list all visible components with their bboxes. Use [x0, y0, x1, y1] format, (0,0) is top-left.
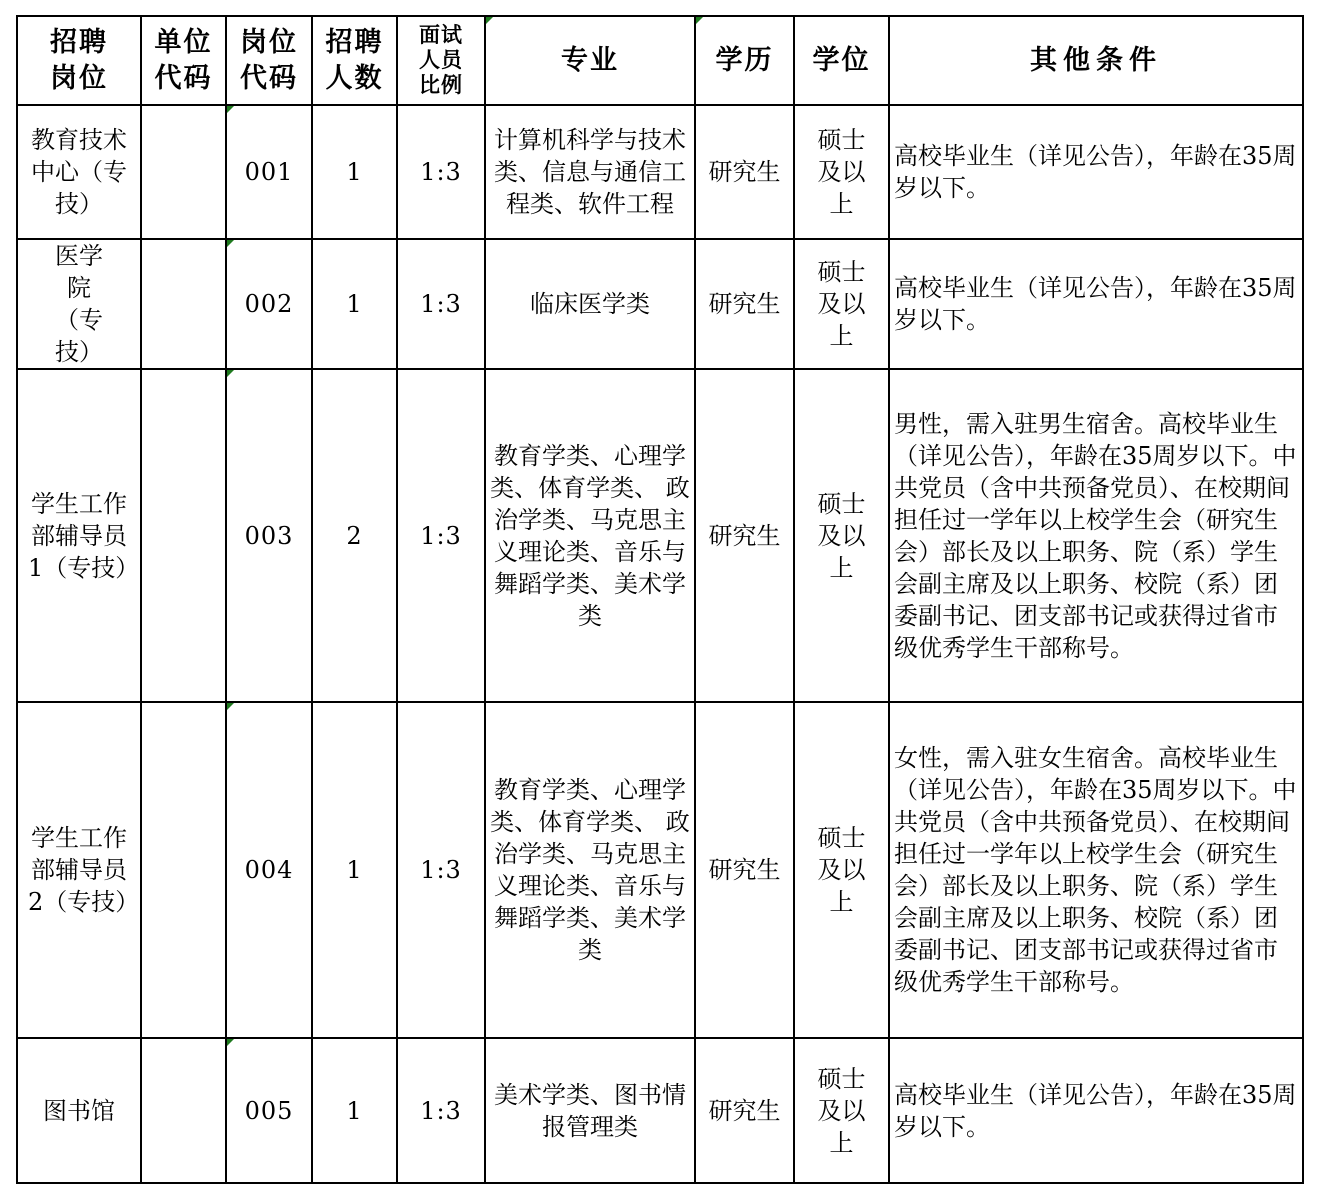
cell-post-code: 001: [226, 105, 312, 239]
table-row: [17, 105, 1303, 239]
header-position: 招聘岗位: [17, 16, 141, 105]
cell-unit-code: [141, 369, 226, 702]
header-interview-ratio: 面试人员比例: [397, 16, 485, 105]
cell-count: 1: [312, 105, 397, 239]
cell-position: 医学院（专技）: [17, 239, 141, 369]
cell-ratio: 1:3: [397, 702, 485, 1038]
table-header-row: [17, 16, 1303, 105]
header-major: 专业: [485, 16, 695, 105]
cell-post-code: 005: [226, 1038, 312, 1183]
cell-major: 临床医学类: [485, 239, 695, 369]
cell-education: 研究生: [695, 105, 794, 239]
cell-position: 学生工作部辅导员1（专技）: [17, 369, 141, 702]
cell-unit-code: [141, 105, 226, 239]
cell-education: 研究生: [695, 702, 794, 1038]
header-count: 招聘人数: [312, 16, 397, 105]
cell-other-conditions: 女性，需入驻女生宿舍。高校毕业生（详见公告），年龄在35周岁以下。中共党员（含中共预备党员）、在校期间担任过一学年以上校学生会（研究生会）部长及以上职务、院（系）学生会副主席及以上职务、校院（系）团委副书记、团支部书记或获得过省市级优秀学生干部称号。: [889, 702, 1303, 1038]
cell-position: 图书馆: [17, 1038, 141, 1183]
header-education: 学历: [695, 16, 794, 105]
cell-other-conditions: 高校毕业生（详见公告），年龄在35周岁以下。: [889, 105, 1303, 239]
cell-major: 教育学类、心理学类、体育学类、 政治学类、马克思主义理论类、音乐与舞蹈学类、美术学类: [485, 702, 695, 1038]
cell-ratio: 1:3: [397, 1038, 485, 1183]
cell-degree: 硕士及以上: [794, 1038, 889, 1183]
header-post-code: 岗位代码: [226, 16, 312, 105]
cell-other-conditions: 高校毕业生（详见公告），年龄在35周岁以下。: [889, 1038, 1303, 1183]
cell-degree: 硕士及以上: [794, 369, 889, 702]
cell-ratio: 1:3: [397, 239, 485, 369]
cell-unit-code: [141, 1038, 226, 1183]
table-row: [17, 702, 1303, 1038]
cell-post-code: 003: [226, 369, 312, 702]
cell-education: 研究生: [695, 369, 794, 702]
header-unit-code: 单位代码: [141, 16, 226, 105]
cell-education: 研究生: [695, 1038, 794, 1183]
header-other-conditions: 其他条件: [889, 16, 1303, 105]
cell-degree: 硕士及以上: [794, 239, 889, 369]
cell-count: 2: [312, 369, 397, 702]
cell-unit-code: [141, 702, 226, 1038]
recruitment-table: [16, 15, 1304, 1184]
cell-post-code: 004: [226, 702, 312, 1038]
cell-position: 学生工作部辅导员2（专技）: [17, 702, 141, 1038]
cell-ratio: 1:3: [397, 105, 485, 239]
cell-major: 计算机科学与技术类、信息与通信工程类、软件工程: [485, 105, 695, 239]
cell-ratio: 1:3: [397, 369, 485, 702]
header-degree: 学位: [794, 16, 889, 105]
cell-degree: 硕士及以上: [794, 702, 889, 1038]
cell-major: 美术学类、图书情报管理类: [485, 1038, 695, 1183]
table-row: [17, 1038, 1303, 1183]
cell-count: 1: [312, 1038, 397, 1183]
cell-education: 研究生: [695, 239, 794, 369]
cell-other-conditions: 高校毕业生（详见公告），年龄在35周岁以下。: [889, 239, 1303, 369]
cell-degree: 硕士及以上: [794, 105, 889, 239]
cell-other-conditions: 男性，需入驻男生宿舍。高校毕业生（详见公告），年龄在35周岁以下。中共党员（含中共预备党员）、在校期间担任过一学年以上校学生会（研究生会）部长及以上职务、院（系）学生会副主席及以上职务、校院（系）团委副书记、团支部书记或获得过省市级优秀学生干部称号。: [889, 369, 1303, 702]
cell-count: 1: [312, 239, 397, 369]
cell-unit-code: [141, 239, 226, 369]
table-row: [17, 239, 1303, 369]
cell-position: 教育技术中心（专技）: [17, 105, 141, 239]
table-row: [17, 369, 1303, 702]
cell-count: 1: [312, 702, 397, 1038]
cell-post-code: 002: [226, 239, 312, 369]
cell-major: 教育学类、心理学类、体育学类、 政治学类、马克思主义理论类、音乐与舞蹈学类、美术学类: [485, 369, 695, 702]
